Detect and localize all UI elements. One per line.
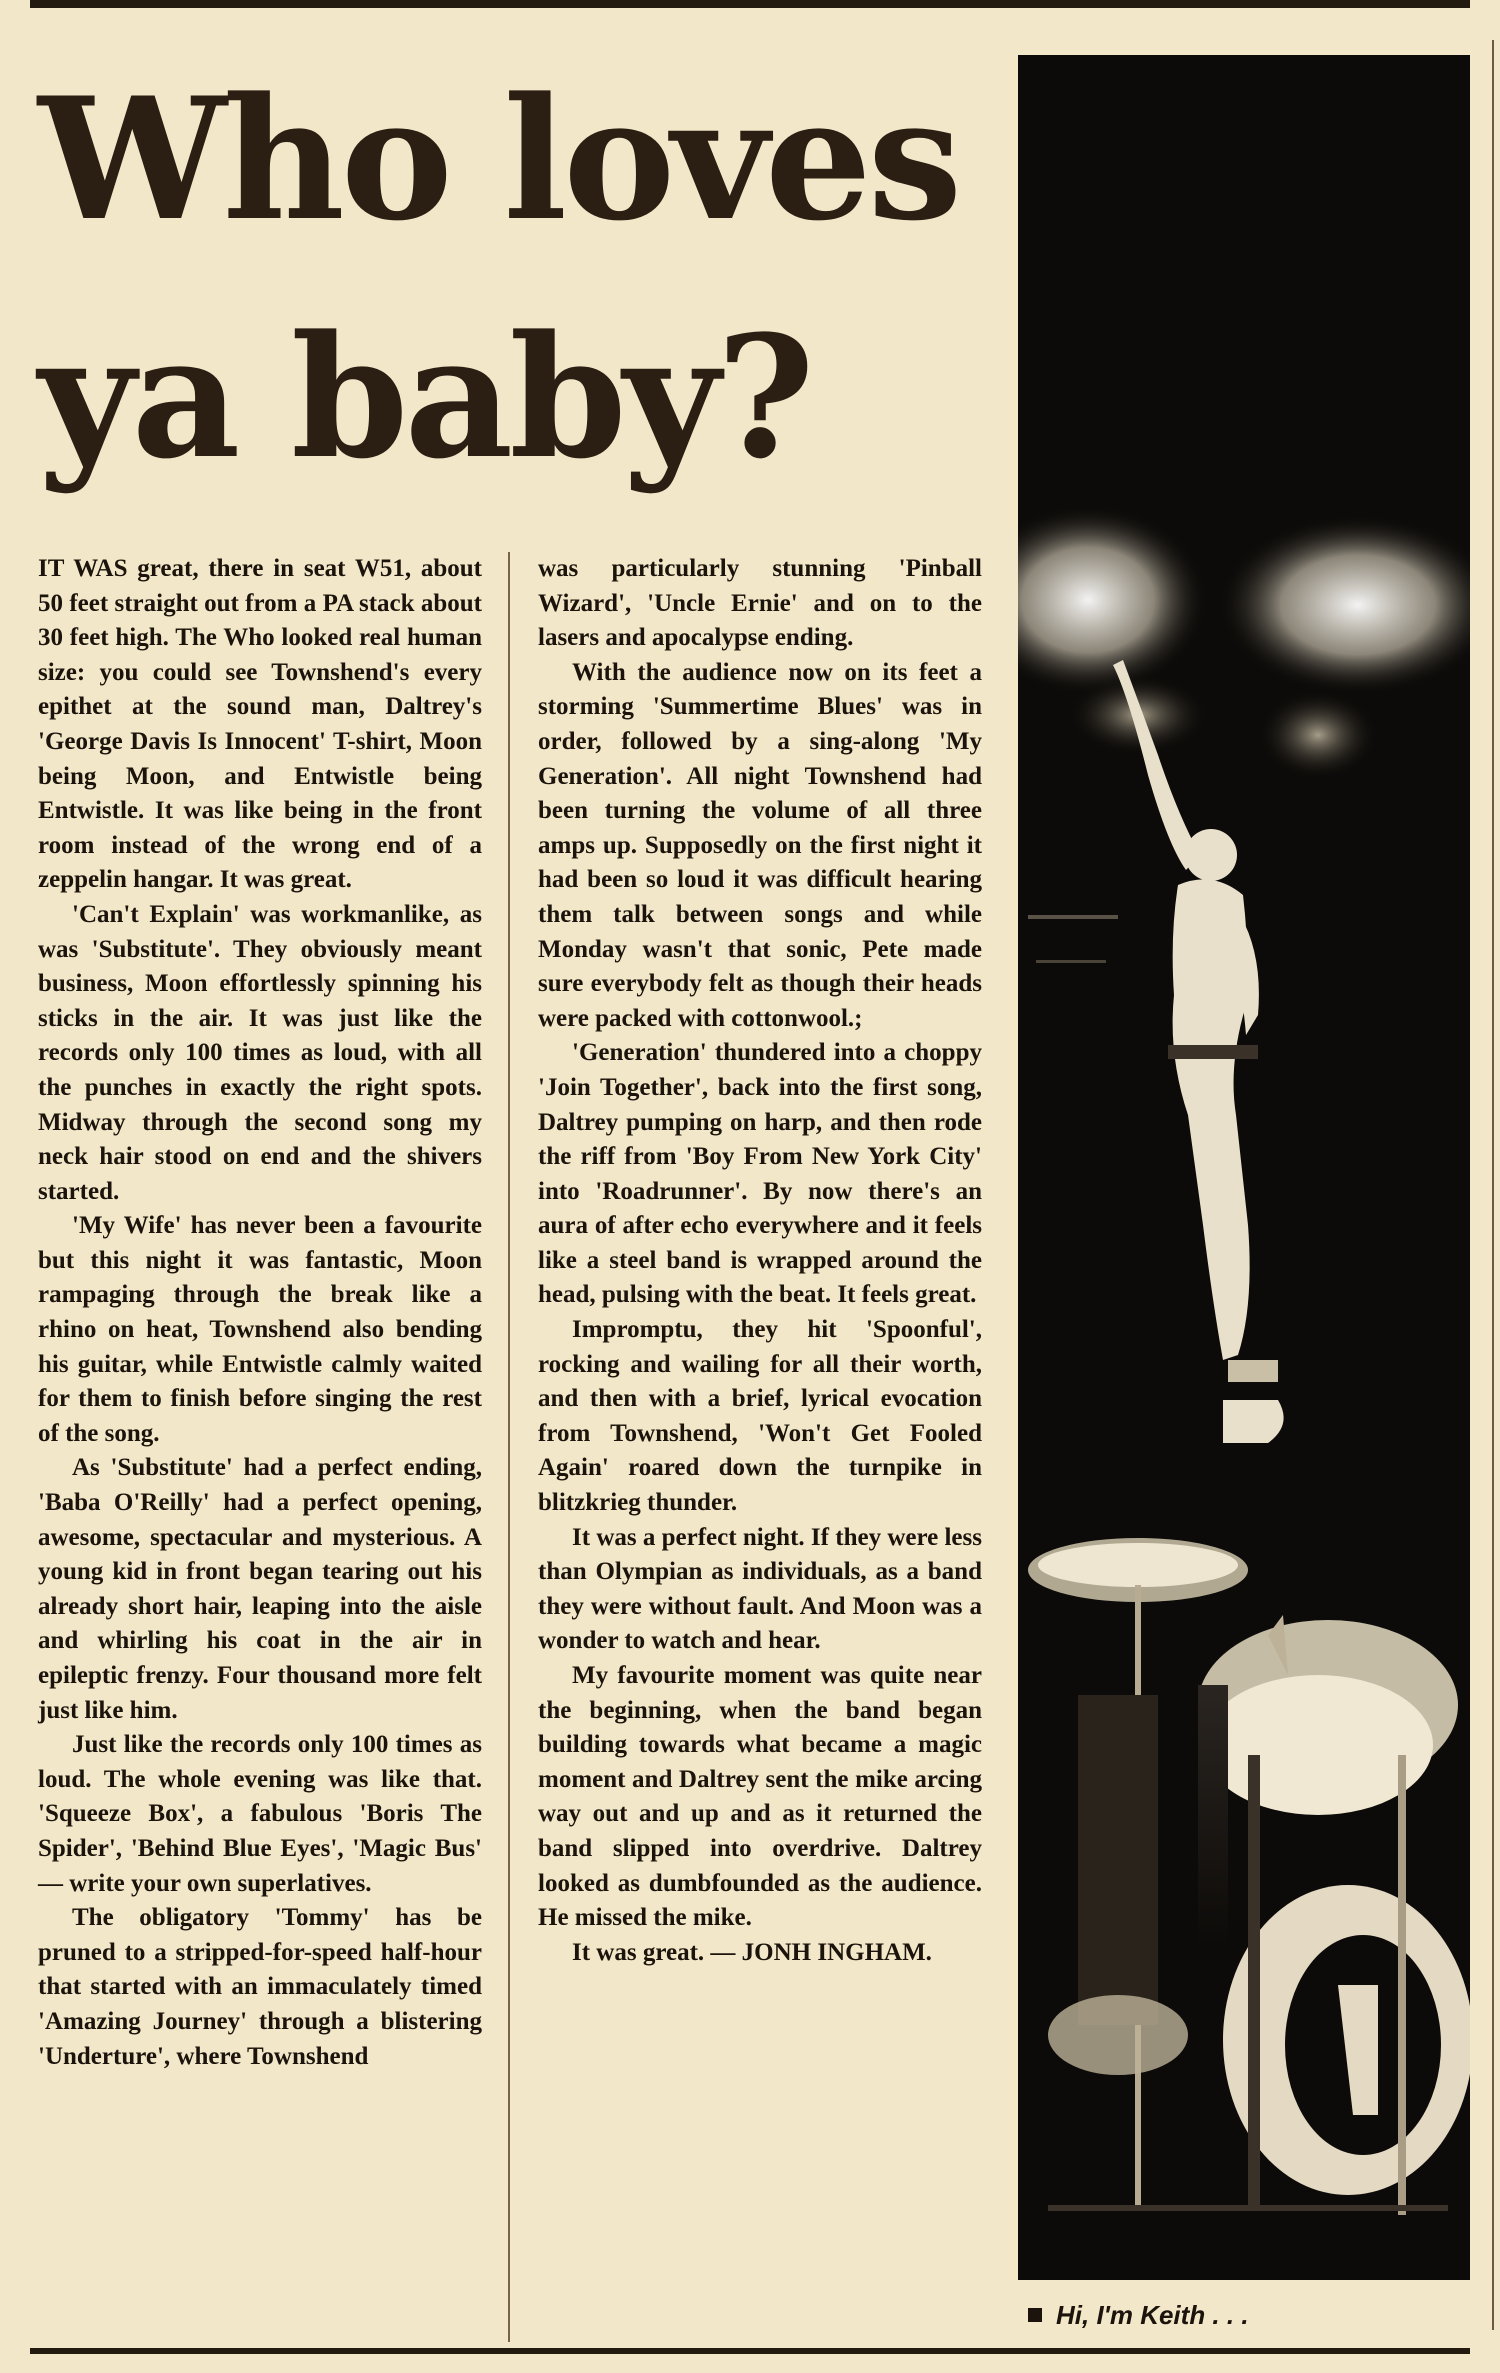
column-divider: [508, 552, 510, 2342]
article-column-1: [38, 552, 482, 2342]
headline: [38, 40, 998, 516]
paragraph: The obligatory 'Tommy' has be pruned to a stripped-for-speed half-hour that started with an immaculately timed 'Amazing Journey' through a blistering 'Underture', where Townshend: [38, 1904, 482, 2070]
photo-caption: [1028, 2300, 1468, 2331]
paragraph: It was great. — JONH INGHAM.: [572, 1938, 932, 1966]
paragraph: As 'Substitute' had a perfect ending, 'Baba O'Reilly' had a perfect opening, awesome, spectacular and mysterious. A young kid in front began tearing out his already short hair, leaping into the aisle and whirling his coat in the air in epileptic frenzy. Four thousand more felt just like him.: [38, 1454, 482, 1724]
paragraph: 'Generation' thundered into a choppy 'Join Together', back into the first song, Daltrey pumping on harp, and then rode the riff from 'Boy From New York City' into 'Roadrunner'. By now there's an aura of after echo everywhere and it feels like a steel band is wrapped around the head, pulsing with the beat. It feels great.: [538, 1039, 982, 1309]
concert-photo: [1018, 55, 1470, 2280]
top-rule: [30, 0, 1470, 8]
bullet-icon: [1028, 2308, 1042, 2322]
caption-text: Hi, I'm Keith . . .: [1056, 2300, 1249, 2330]
paragraph: 'Can't Explain' was workmanlike, as was 'Substitute'. They obviously meant business, Moon effortlessly spinning his sticks in the air. It was just like the records only 100 times as loud, with all the punches in exactly the right spots. Midway through the second song my neck hair stood on end and the shivers started.: [38, 900, 482, 1205]
paragraph: IT WAS great, there in seat W51, about 50 feet straight out from a PA stack about 30 feet high. The Who looked real human size: you could see Townshend's every epithet at the sound man, Daltrey's 'George Davis Is Innocent' T-shirt, Moon being Moon, and Entwistle being Entwistle. It was like being in the front room instead of the wrong end of a zeppelin hangar. It was great.: [38, 555, 482, 894]
paragraph: Impromptu, they hit 'Spoonful', rocking and wailing for all their worth, and then with a brief, lyrical evocation from Townshend, 'Won't Get Fooled Again' roared down the turnpike in blitzkrieg thunder.: [538, 1316, 982, 1517]
article-column-2: [538, 552, 982, 2342]
paragraph: My favourite moment was quite near the beginning, when the band began building towards what became a magic moment and Daltrey sent the mike arcing way out and up and as it returned the band slipped into overdrive. Daltrey looked as dumbfounded as the audience. He missed the mike.: [538, 1662, 982, 1932]
stage-light: [1258, 690, 1378, 780]
bottom-rule: [30, 2348, 1470, 2354]
paragraph: was particularly stunning 'Pinball Wizard', 'Uncle Ernie' and on to the lasers and apocalypse ending.: [538, 555, 982, 652]
right-rule: [1492, 40, 1494, 2330]
paragraph: Just like the records only 100 times as loud. The whole evening was like that. 'Squeeze Box', a fabulous 'Boris The Spider', 'Behind Blue Eyes', 'Magic Bus' — write your own superlatives.: [38, 1731, 482, 1897]
headline-line-1: Who loves: [38, 60, 959, 258]
paragraph: It was a perfect night. If they were less than Olympian as individuals, as a band they were without fault. And Moon was a wonder to watch and hear.: [538, 1523, 982, 1655]
paragraph: 'My Wife' has never been a favourite but this night it was fantastic, Moon rampaging through the break like a rhino on heat, Townshend also bending his guitar, while Entwistle calmly waited for them to finish before singing the rest of the song.: [38, 1212, 482, 1447]
headline-line-2: ya baby?: [38, 298, 811, 496]
paragraph: With the audience now on its feet a storming 'Summertime Blues' was in order, followed by a sing-along 'My Generation'. All night Townshend had been turning the volume of all three amps up. Supposedly on the first night it had been so loud it was difficult hearing them talk between songs and while Monday wasn't that sonic, Pete made sure everybody felt as though their heads were packed with cottonwool.;: [538, 658, 982, 1032]
